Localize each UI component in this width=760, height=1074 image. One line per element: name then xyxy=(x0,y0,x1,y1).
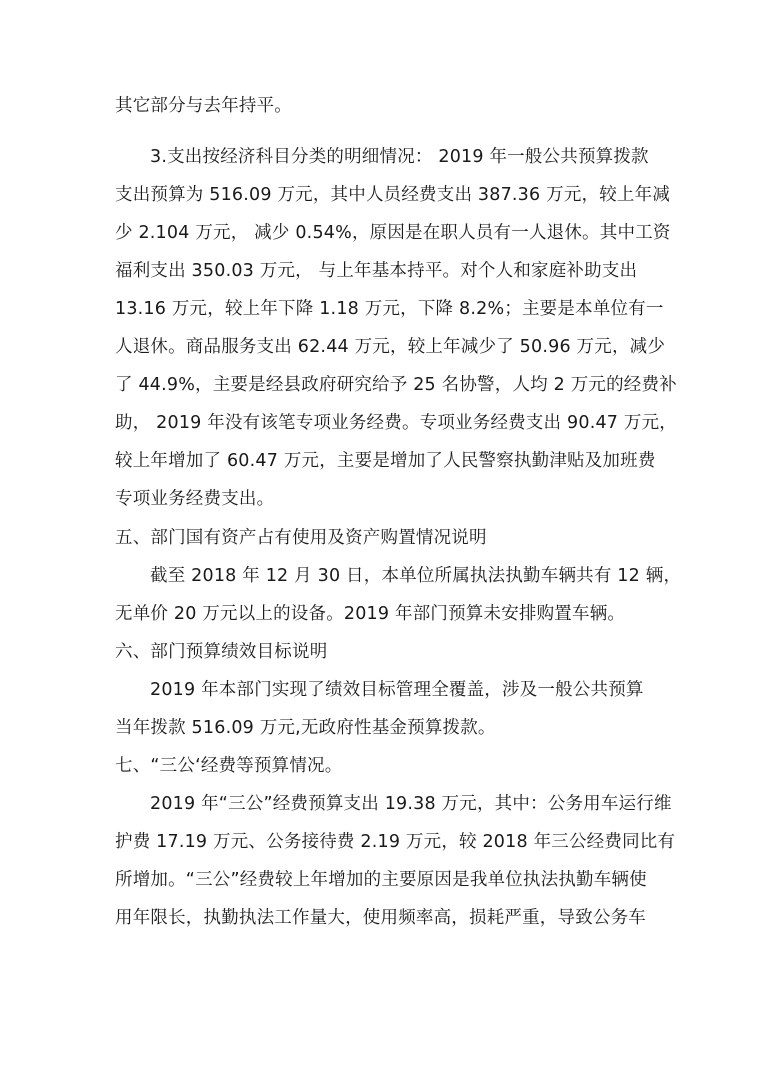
text-line: 支出预算为 516.09 万元，其中人员经费支出 387.36 万元，较上年减 xyxy=(115,185,671,205)
text-line: 2019 年“三公”经费预算支出 19.38 万元，其中：公务用车运行维 xyxy=(150,794,672,814)
text-line: 护费 17.19 万元、公务接待费 2.19 万元，较 2018 年三公经费同比有 xyxy=(115,832,676,852)
section-heading: 五、部门国有资产占有使用及资产购置情况说明 xyxy=(115,528,487,548)
text-line: 2019 年本部门实现了绩效目标管理全覆盖，涉及一般公共预算 xyxy=(150,680,644,700)
text-line: 所增加。“三公”经费较上年增加的主要原因是我单位执法执勤车辆使 xyxy=(115,870,647,890)
section-heading: 六、部门预算绩效目标说明 xyxy=(115,642,328,662)
text-line: 了 44.9%，主要是经县政府研究给予 25 名协警，人均 2 万元的经费补 xyxy=(115,375,677,395)
text-line: 福利支出 350.03 万元， 与上年基本持平。对个人和家庭补助支出 xyxy=(115,261,638,281)
text-line: 当年拨款 516.09 万元,无政府性基金预算拨款。 xyxy=(115,718,496,738)
text-line: 人退休。商品服务支出 62.44 万元，较上年减少了 50.96 万元，减少 xyxy=(115,337,666,357)
text-line: 用年限长，执勤执法工作量大，使用频率高，损耗严重，导致公务车 xyxy=(115,908,646,928)
text-line: 少 2.104 万元， 减少 0.54%，原因是在职人员有一人退休。其中工资 xyxy=(115,223,671,243)
text-line: 助， 2019 年没有该笔专项业务经费。专项业务经费支出 90.47 万元， xyxy=(115,413,677,433)
text-line: 其它部分与去年持平。 xyxy=(115,96,292,116)
text-line: 截至 2018 年 12 月 30 日，本单位所属执法执勤车辆共有 12 辆， xyxy=(150,566,682,586)
text-line: 无单价 20 万元以上的设备。2019 年部门预算未安排购置车辆。 xyxy=(115,604,626,624)
section-heading: 七、“三公‘经费等预算情况。 xyxy=(115,756,343,776)
text-line: 3.支出按经济科目分类的明细情况： 2019 年一般公共预算拨款 xyxy=(150,147,649,167)
text-line: 13.16 万元，较上年下降 1.18 万元，下降 8.2%；主要是本单位有一 xyxy=(115,299,664,319)
text-line: 较上年增加了 60.47 万元，主要是增加了人民警察执勤津贴及加班费 xyxy=(115,451,656,471)
text-line: 专项业务经费支出。 xyxy=(115,489,275,509)
